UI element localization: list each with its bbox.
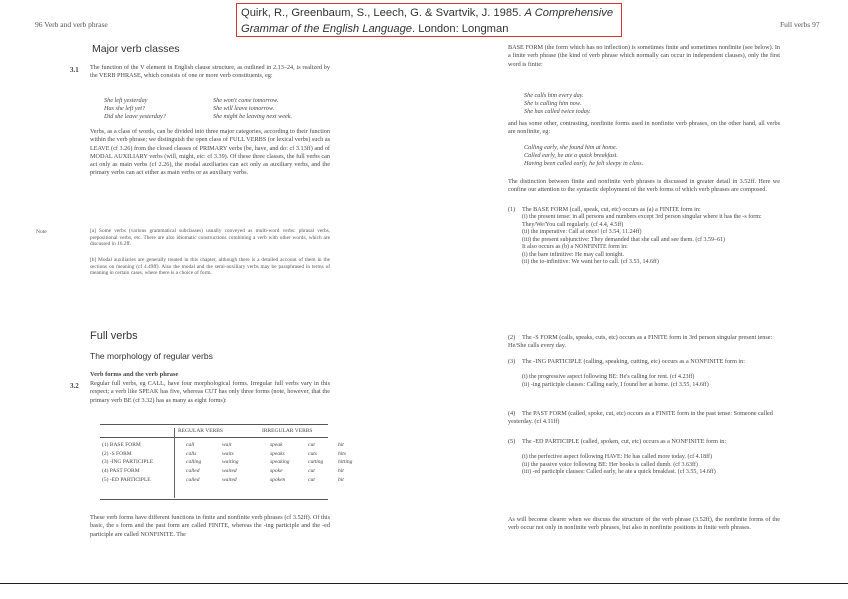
table-row [100,475,354,484]
sub-item: (iii) -ed participle clauses: Called early, he ate a quick breakfast. (cf 3.55, 14.6ff) [522,469,716,475]
example-line: She has called twice today. [524,108,591,115]
cell: cut [308,476,315,483]
table-top-rule [100,424,328,425]
cell: waited [222,468,237,475]
example-line: Did she leave yesterday? [104,113,166,120]
cell: cut [308,442,315,449]
item-text: The -S FORM (calls, speaks, cuts, etc) occurs as a FINITE form in 3rd person singular present tense: He/She calls every day. [508,334,773,349]
cell: spoke [270,468,283,475]
citation-publisher: . London: Longman [412,23,509,35]
morphology-heading: The morphology of regular verbs [90,351,213,361]
left-running-head: 96 Verb and verb phrase [35,20,108,29]
list-item-3 [508,358,780,366]
cell: cut [308,468,315,475]
paragraph-3-2: Regular full verbs, eg CALL, have four morphological forms. Irregular full verbs vary in this respect; a verb like SPEAK has five, whereas CUT has only three forms (note, however, that the primary verb BE (cf 3.32) has as many as eight forms): [90,380,330,404]
examples-left-col [104,97,224,121]
example-line: She left yesterday [104,97,148,104]
cell: hit [338,476,344,483]
row-label: (1) BASE FORM [102,442,141,449]
paragraph-verb-classes: Verbs, as a class of words, can be divided into three major categories, according to their function within the verb phrase; we distinguish the open class of FULL VERBS (or lexical verbs) such as LEAVE (cf 3.26) from the closed classes of PRIMARY verbs (be, have, and do: cf 3.13ff) and of MODAL AUXILIARY verbs (will, might, etc: cf 3.39). Of these three classes, the full verbs can act only as main verbs (cf 2.26), the modal auxiliaries can act only as auxiliary verbs, and the primary verbs can act either as main verbs or as auxiliary verbs. [90,128,330,177]
table-row [100,441,354,450]
table-header-irregular: IRREGULAR VERBS [262,428,313,434]
sub-item: (ii) -ing participle clauses: Calling early, I found her at home. (cf 3.55, 14.6ff) [522,381,709,388]
note-label: Note [36,229,47,235]
paragraph-closing: These verb forms have different functions in finite and nonfinite verb phrases (cf 3.52ff). Of this basic, the s form and the past form are called FINITE, whereas the -ing participle and the -ed participle are called NONFINITE. The [90,514,330,538]
cell: cutting [308,459,324,466]
verb-forms-subheading: Verb forms and the verb phrase [90,371,179,378]
citation-authors: Quirk, R., Greenbaum, S., Leech, G. & Svartvik, J. 1985. [241,7,522,19]
cell: calls [186,450,197,457]
item-text: The BASE FORM (call, speak, cut, etc) occurs as (a) a FINITE form in: [522,206,701,213]
row-label: (2) -S FORM [102,450,132,457]
cell: hit [338,442,344,449]
example-line: She might be leaving next week. [213,113,293,120]
list-item-2 [508,334,780,350]
cell: speaks [270,450,285,457]
cell: called [186,468,200,475]
item-1-subitems [508,214,780,267]
paragraph-3-1: The function of the V element in English clause structure, as outlined in 2.13–24, is realized by the VERB PHRASE, which consists of one or more verb constituents, eg: [90,64,330,80]
item-number: (4) [508,410,516,417]
item-text: The -ED PARTICIPLE (called, spoken, cut, etc) occurs as a NONFINITE form in: [522,438,727,445]
sub-item: (ii) the to-infinitive: We want her to call. (cf 3.53, 14.6ff) [522,259,659,265]
table-header-regular: REGULAR VERBS [178,428,223,434]
cell: speak [270,442,283,449]
cell: waited [222,476,237,483]
examples-right-col [213,97,343,121]
sub-item: (ii) the passive voice following BE: Her books is called dumb. (cf 3.63ff) [522,461,698,468]
cell: speaking [270,459,290,466]
full-verbs-heading: Full verbs [90,330,138,342]
item-number: (5) [508,438,516,445]
citation-box [236,3,622,37]
sub-item: (i) the present tense: in all persons and numbers except 3rd person singular where it has the -s form: They/We/You call regularly. (cf 4.4, 4.5ff) [522,214,762,228]
citation-title: A Comprehensive Grammar of the English Language [241,7,614,35]
table-row [100,458,354,467]
note-b: [b] Modal auxiliaries are generally treated in this chapter, although there is a detailed account of them in the sections on meaning (cf 4.49ff). Also the modal and the semi-auxiliary verbs may be paraphrased in terms of meaning in certain cases, where there is a choice of form. [90,257,330,277]
item-3-subitems [508,374,780,389]
cell: cuts [308,450,317,457]
row-label: (3) -ING PARTICIPLE [102,459,154,466]
verb-forms-table [100,441,354,484]
example-line: She is calling him now. [524,100,582,107]
cell: called [186,476,200,483]
paragraph-base-form: BASE FORM (the form which has no inflection) is sometimes finite and sometimes nonfinite (see below). In a finite verb phrase (the kind of verb phrase which normally can occur in independent clauses), only the first word is finite: [508,44,780,68]
table-row [100,450,354,459]
list-item-4 [508,410,780,426]
sub-item: It also occurs as (b) a NONFINITE form in: [522,244,628,250]
list-item-1 [508,206,780,214]
major-verb-classes-heading: Major verb classes [92,43,180,55]
example-line: Called early, he ate a quick breakfast. [524,152,618,159]
row-label: (5) -ED PARTICIPLE [102,476,151,483]
example-line: She won't come tomorrow. [213,97,279,104]
cell: spoken [270,476,286,483]
cell: waits [222,450,234,457]
right-running-head: Full verbs 97 [780,20,820,29]
table-bottom-rule [100,499,328,500]
note-a: [a] Some verbs (various grammatical subclasses) usually conveyed as multi-word verbs: phrasal verbs, prepositional verbs, etc. There are also idiomatic constructions combining a verb with other words, which are discussed in 16.2ff. [90,228,330,248]
sub-item: (ii) the imperative: Call at once! (cf 3.54, 11.24ff) [522,229,642,235]
examples-nonfinite [524,144,764,168]
item-text: The -ING PARTICIPLE (calling, speaking, cutting, etc) occurs as a NONFINITE form in: [522,358,745,365]
sub-item: (i) the progressive aspect following BE: He's calling for rent. (cf 4.23ff) [522,374,695,380]
row-label: (4) PAST FORM [102,468,140,475]
sub-item: (i) the bare infinitive: He may call tonight. [522,251,624,258]
cell: wait [222,442,232,449]
sub-item: (iii) the present subjunctive: They demanded that she call and see them. (cf 3.59–61) [522,236,725,243]
example-line: Having been called early, he felt sleepy in class. [524,160,644,167]
cell: hitting [338,459,353,466]
item-5-subitems [508,454,780,477]
cell: calling [186,459,202,466]
table-row [100,467,354,476]
cell: waiting [222,459,239,466]
cell: hits [338,450,346,457]
sub-item: (i) the perfective aspect following HAVE: He has called more today. (cf 4.18ff) [522,454,712,460]
paragraph-distinction: The distinction between finite and nonfinite verb phrases is discussed in greater detail in 3.52ff. Here we confine our attention to the syntactic deployment of the verb forms of which verb phrases are composed. [508,178,780,194]
section-number-3-2: 3.2 [70,382,79,390]
item-number: (1) [508,206,516,213]
cell: call [186,442,195,449]
cell: hit [338,468,344,475]
example-line: Has she left yet? [104,105,146,112]
paragraph-end: As will become clearer when we discuss the structure of the verb phrase (3.52ff), the nonfinite forms of the verb occur not only in nonfinite verb phrases, but also in nonfinite positions in finite verb phrases. [508,516,780,532]
example-line: She calls him every day. [524,92,584,99]
example-line: Calling early, she found him at home. [524,144,618,151]
item-number: (2) [508,334,516,341]
item-text: The PAST FORM (called, spoke, cut, etc) occurs as a FINITE form in the past tense: Someone called yesterday. (cf 4.11ff) [508,410,773,425]
section-number-3-1: 3.1 [70,66,79,74]
list-item-5 [508,438,780,446]
examples-finite [524,92,744,116]
item-number: (3) [508,358,516,365]
page-bottom-rule [0,583,848,584]
paragraph-nonfinite: and has some other, contrasting, nonfinite forms used in nonfinite verb phrases, on the other hand, all verbs are nonfinite, eg: [508,120,780,136]
table-header-rule [100,437,328,438]
example-line: She will leave tomorrow. [213,105,275,112]
